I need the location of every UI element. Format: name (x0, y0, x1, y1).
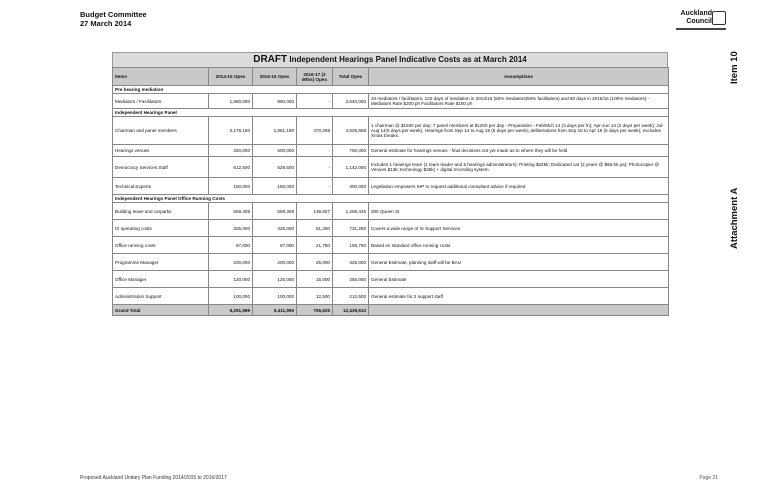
table-row: Building lease and carparks 559,309 559,309 139,827 1,258,445 205 Queen St (113, 203, 669, 220)
table-row: Administration Support 100,000 100,000 12,500 212,500 General estimate for 2 support staff (113, 288, 669, 305)
table-row: Chairman and panel members 2,178,180 1,881,190 470,298 4,529,668 1 chairman @ $1500 per day; 7 panel members at $1200 per day - Preparation - Feb/Mch 14 (3 days per fn); Apr-Jun 14 (2 days per week); Jul-Aug 14(5 days per week); Hearings from Sep 14 to Aug 15 (5 days per week); deliberations from Sep 15 to Apr 16 (5 days per week); excludes Xmas breaks. (113, 117, 669, 145)
section-row: Independent Hearings Panel Office Running Costs (113, 195, 669, 203)
col-2015-16: 2015-16 Opex (253, 68, 297, 86)
section-row: Independent Hearings Panel (113, 109, 669, 117)
page-number: Page 21 (699, 475, 718, 481)
grand-total-row: Grand Total 6,261,989 5,411,999 765,625 12,439,613 (113, 305, 669, 316)
logo-underline (676, 28, 726, 30)
table-row: Technical Experts 150,000 150,000 - 300,000 Legislation empowers IHP to request additional consultant advice if required (113, 178, 669, 195)
council-logo: Auckland Council (676, 10, 726, 32)
table-row: Mediators / Facilitators 1,680,000 960,000 - 2,640,000 10 mediators / facilitators, 120 days of mediation in 2014/15 (50% mediators/50% facilitators) and 60 days in 2015/16 (100% mediators) - Mediators Rate $200 ph Facilitators Rate $150 ph (113, 94, 669, 109)
cost-table-wrapper (112, 52, 668, 316)
table-row: IS operating costs 325,000 325,000 81,250 731,250 Covers a wide range of IS Support Services (113, 220, 669, 237)
table-row: Democracy Services Staff 612,500 529,500 - 1,142,000 Includes 1 hearings team (1 team leader and 5 hearings administrators); Printing $225k; Dedicated car (2 years @ $65.5k pa); Photocopier @ Venues $13k; technology $35k) + digital recording system (113, 157, 669, 178)
committee-name: Budget Committee (80, 10, 147, 19)
col-total: Total Opex (333, 68, 369, 86)
table-row: Office running costs 87,000 87,000 21,750 195,750 Based on standard office running costs (113, 237, 669, 254)
table-header-row (113, 68, 669, 86)
col-2014-15: 2014-15 Opex (209, 68, 253, 86)
col-assumptions: Assumptions (369, 68, 669, 86)
document-header (80, 10, 147, 28)
item-label: Item 10 (729, 51, 740, 84)
footer-text: Proposed Auckland Unitary Plan Funding 2014/2015 to 2016/2017 (80, 475, 227, 481)
section-row: Pre hearing mediation (113, 86, 669, 94)
col-items: Items (113, 68, 209, 86)
table-title: DRAFT Independent Hearings Panel Indicative Costs as at March 2014 (112, 52, 668, 67)
attachment-label: Attachment A (729, 187, 740, 249)
council-emblem-icon (712, 11, 726, 25)
meeting-date: 27 March 2014 (80, 19, 132, 28)
col-2016-17: 2016-17 (3 Mths) Opex (297, 68, 333, 86)
table-row: Hearings venues 250,000 500,000 - 750,000 General estimate for hearings venues - final decisions not yet made as to where they will be held (113, 145, 669, 157)
cost-table (112, 67, 669, 316)
table-row: Office Manager 120,000 120,000 15,000 255,000 General Estimate (113, 271, 669, 288)
table-row: Programme Manager 200,000 200,000 25,000 425,000 General Estimate, planning staff will be BAU (113, 254, 669, 271)
